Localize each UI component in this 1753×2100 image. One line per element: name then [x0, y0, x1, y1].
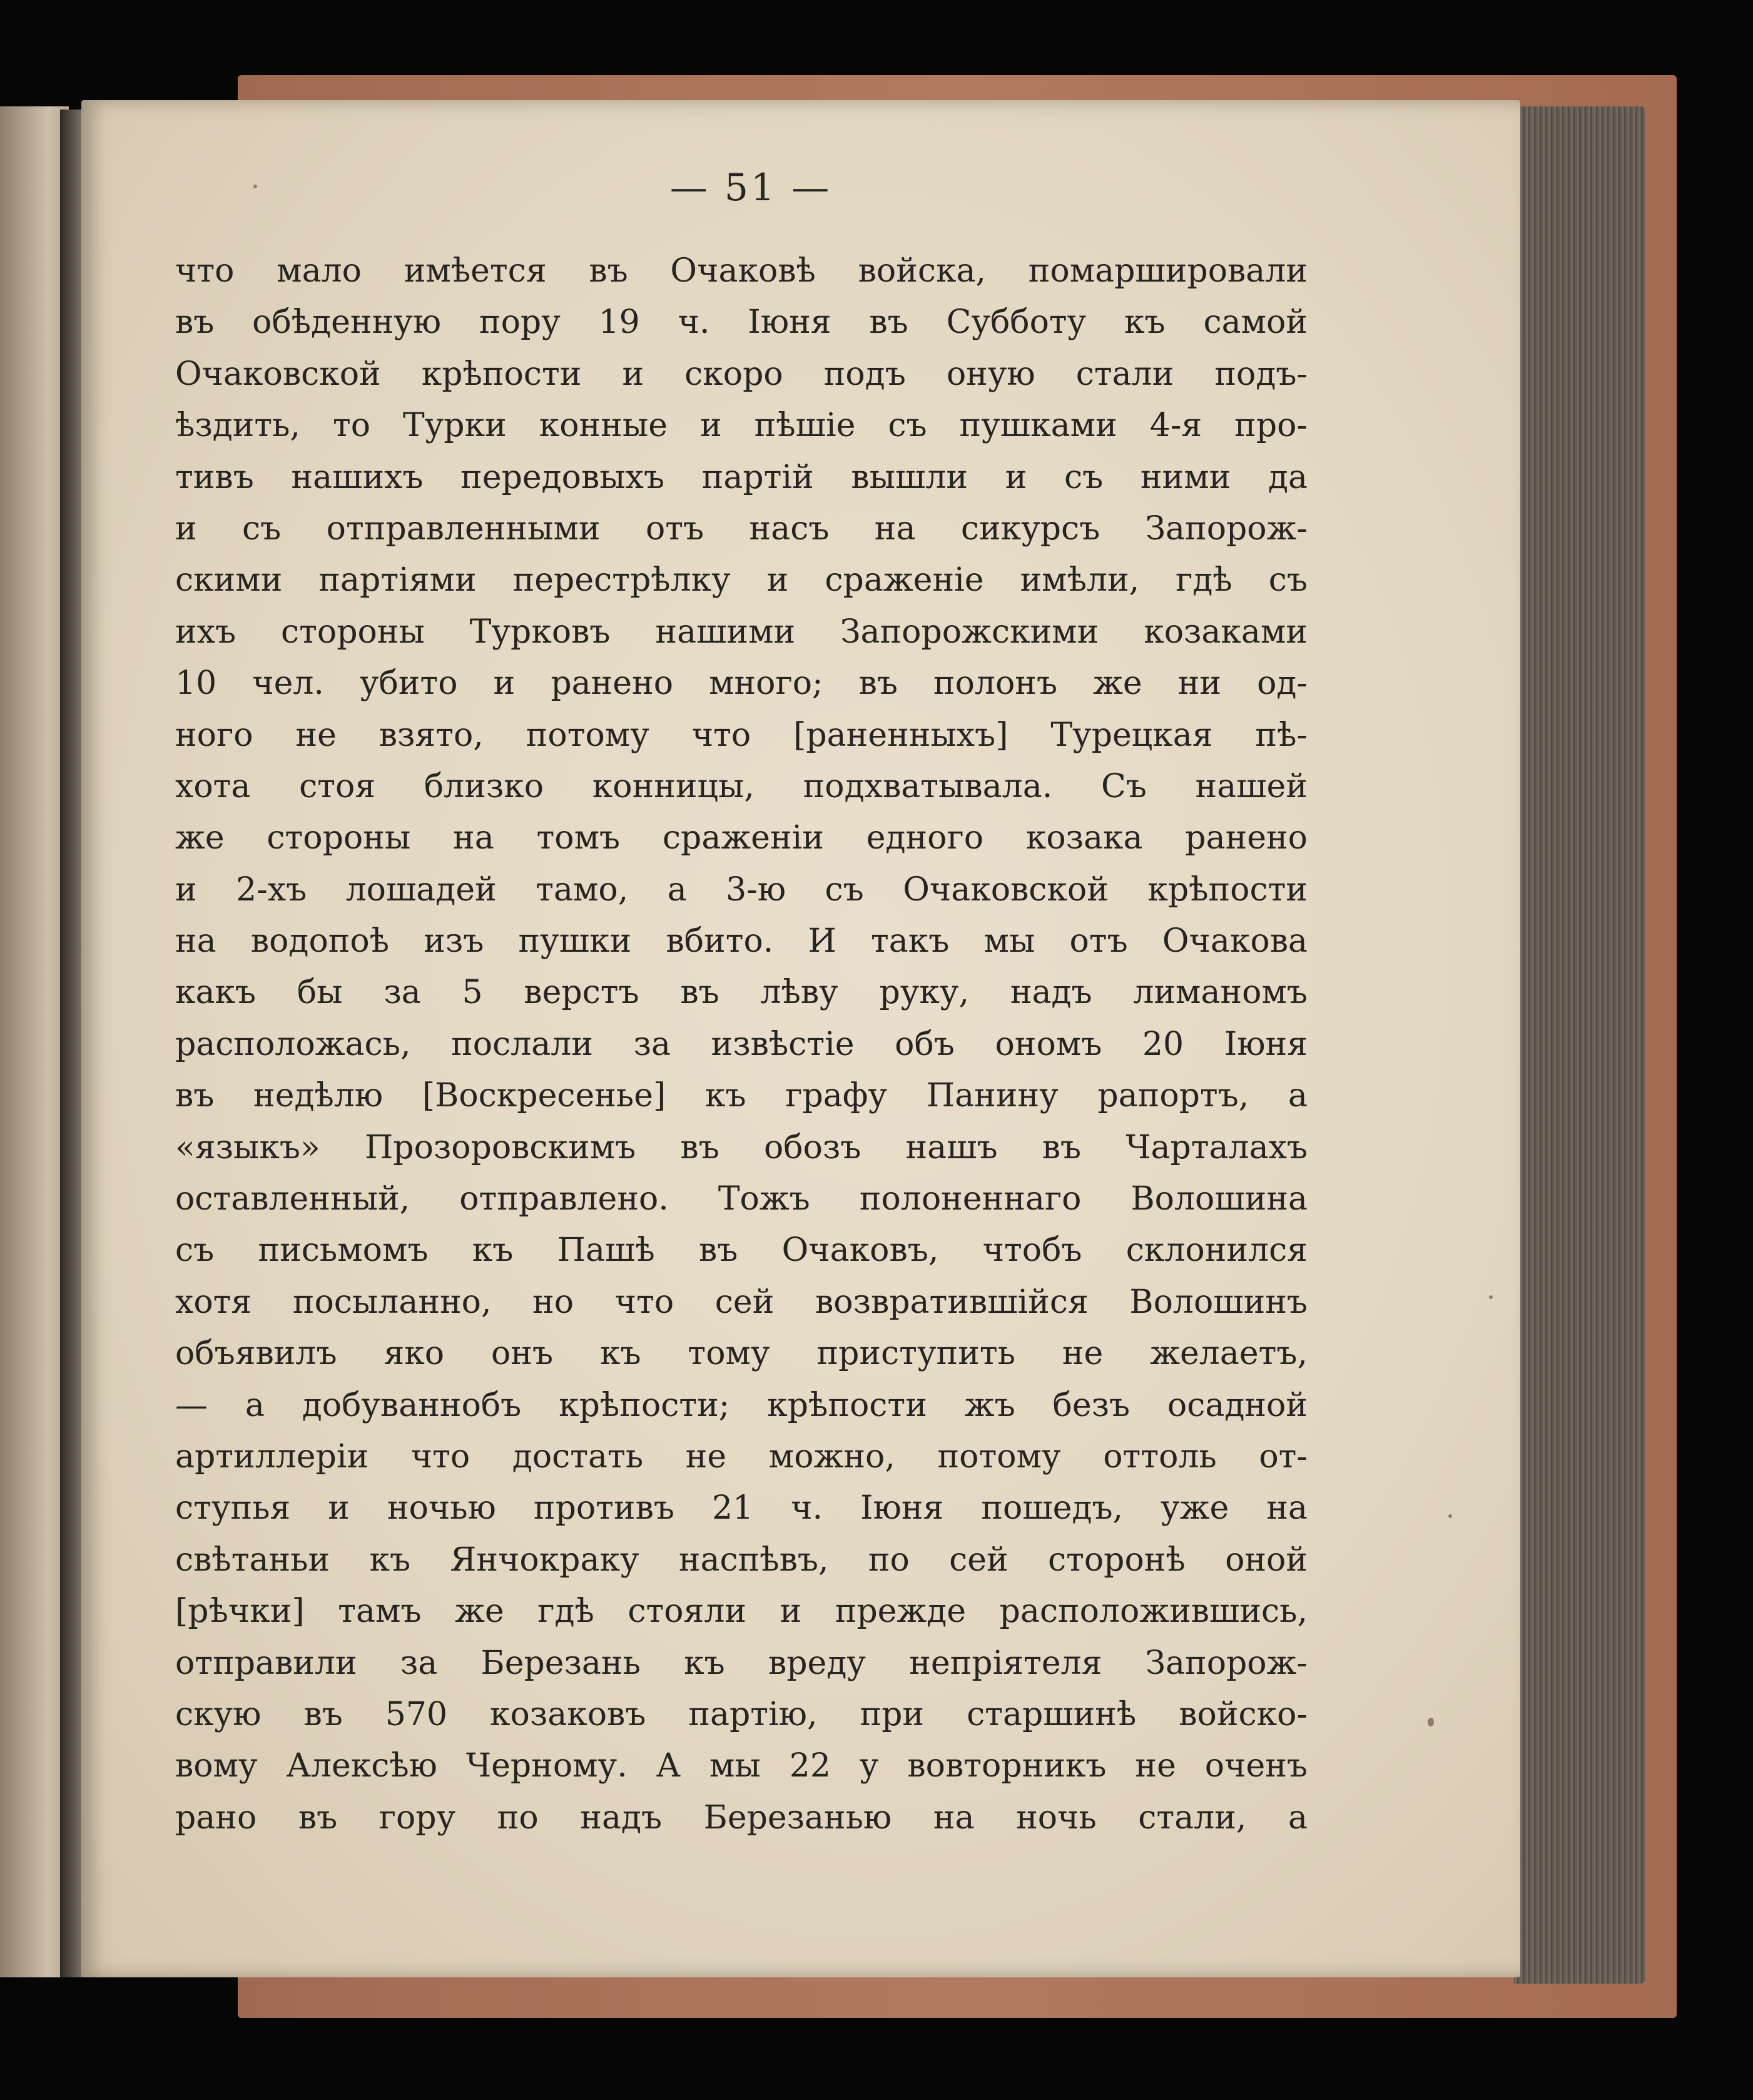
text-line: на водопоѣ изъ пушки вбито. И такъ мы отъ Очакова [175, 922, 1308, 961]
text-line: тивъ нашихъ передовыхъ партій вышли и съ ними да [175, 458, 1308, 496]
paper-speck [1428, 1718, 1434, 1726]
paper-speck [1448, 1514, 1452, 1518]
page-number: — 51 — [669, 166, 832, 210]
text-line: что мало имѣется въ Очаковѣ войска, помаршировали [175, 252, 1308, 290]
text-line: отправили за Березань къ вреду непріятеля Запорож- [175, 1644, 1308, 1682]
paper-speck [1489, 1295, 1493, 1299]
text-line: Очаковской крѣпости и скоро подъ оную стали подъ- [175, 355, 1308, 393]
text-line: же стороны на томъ сраженіи едного козака ранено [175, 819, 1308, 857]
text-line: объявилъ яко онъ къ тому приступить не желаетъ, [175, 1335, 1308, 1373]
body-text [175, 245, 1308, 1843]
text-line: вому Алексѣю Черному. А мы 22 у вовторникъ не оченъ [175, 1747, 1308, 1785]
text-line: «языкъ» Прозоровскимъ въ обозъ нашъ въ Чарталахъ [175, 1128, 1308, 1166]
text-line: 10 чел. убито и ранено много; въ полонъ же ни од- [175, 665, 1308, 703]
text-line: оставленный, отправлено. Тожъ полоненнаго Волошина [175, 1180, 1308, 1218]
text-line: — а добуваннобъ крѣпости; крѣпости жъ безъ осадной [175, 1386, 1308, 1424]
text-line: ихъ стороны Турковъ нашими Запорожскими козаками [175, 613, 1308, 651]
text-line: хотя посыланно, но что сей возвратившійся Волошинъ [175, 1283, 1308, 1321]
text-line: и 2-хъ лошадей тамо, а 3-ю съ Очаковской крѣпости [175, 870, 1308, 909]
text-line: расположась, послали за извѣстіе объ ономъ 20 Іюня [175, 1025, 1308, 1063]
text-line: свѣтаньи къ Янчокраку наспѣвъ, по сей сторонѣ оной [175, 1541, 1308, 1579]
paper-speck [253, 185, 257, 188]
text-line: съ письмомъ къ Пашѣ въ Очаковъ, чтобъ склонился [175, 1231, 1308, 1270]
text-line: въ недѣлю [Воскресенье] къ графу Панину рапортъ, а [175, 1077, 1308, 1115]
text-line: скую въ 570 козаковъ партію, при старшинѣ войско- [175, 1695, 1308, 1733]
text-line: артиллеріи что достать не можно, потому оттоль от- [175, 1437, 1308, 1476]
text-line: хота стоя близко конницы, подхватывала. Съ нашей [175, 767, 1308, 805]
page-block-edges [1514, 106, 1645, 1984]
text-line: скими партіями перестрѣлку и сраженіе имѣли, гдѣ съ [175, 561, 1308, 599]
text-line: какъ бы за 5 верстъ въ лѣву руку, надъ лиманомъ [175, 974, 1308, 1012]
text-line: ѣздить, то Турки конные и пѣшіе съ пушками 4-я про- [175, 407, 1308, 445]
text-line: [рѣчки] тамъ же гдѣ стояли и прежде расположившись, [175, 1593, 1308, 1631]
text-line: ного не взято, потому что [раненныхъ] Турецкая пѣ- [175, 716, 1308, 754]
previous-page-edge [0, 106, 69, 1977]
text-line: и съ отправленными отъ насъ на сикурсъ Запорож- [175, 509, 1308, 548]
text-line: рано въ гору по надъ Березанью на ночь стали, а [175, 1798, 1308, 1837]
text-line: ступья и ночью противъ 21 ч. Іюня пошедъ, уже на [175, 1489, 1308, 1527]
text-line: въ обѣденную пору 19 ч. Іюня въ Субботу къ самой [175, 303, 1308, 342]
